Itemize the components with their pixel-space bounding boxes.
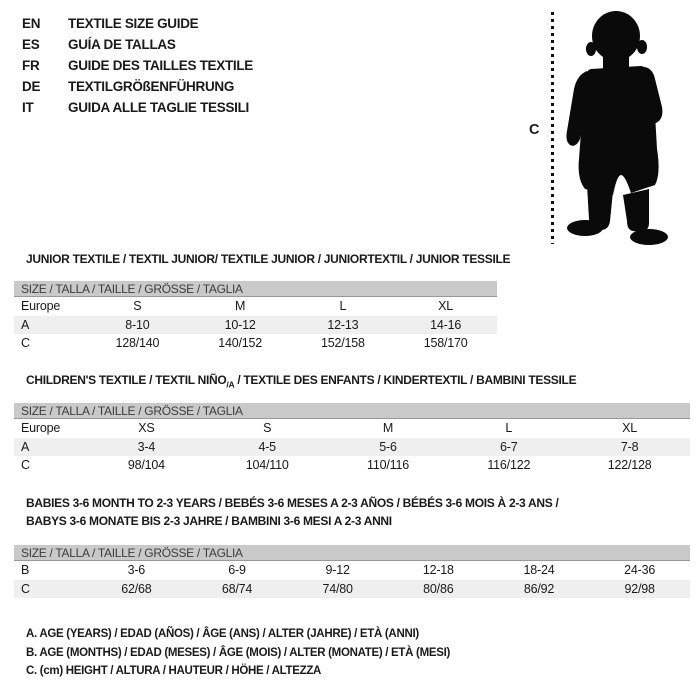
table-header-bar: SIZE / TALLA / TAILLE / GRÖSSE / TAGLIA — [14, 403, 690, 419]
language-code: EN — [22, 16, 41, 31]
row-label: Europe — [21, 421, 61, 436]
size-cell: XL — [438, 299, 454, 314]
language-title: GUÍA DE TALLAS — [68, 37, 176, 52]
table-row — [14, 561, 690, 580]
size-cell: S — [263, 421, 272, 436]
row-label: C — [21, 581, 30, 596]
size-cell: 10-12 — [224, 317, 256, 332]
section-title-3 — [26, 494, 558, 530]
section-title-line — [26, 512, 558, 530]
size-cell: L — [339, 299, 347, 314]
size-cell: 3-4 — [137, 439, 156, 454]
size-cell: 7-8 — [620, 439, 639, 454]
section-title-text: /A — [226, 379, 235, 390]
size-table-1 — [14, 281, 497, 353]
size-cell: 4-5 — [258, 439, 276, 454]
table-row — [14, 438, 690, 457]
language-code: DE — [22, 79, 41, 94]
size-cell: 14-16 — [430, 317, 462, 332]
row-label: C — [21, 336, 30, 351]
size-cell: L — [505, 421, 513, 436]
legend-line: A. AGE (YEARS) / EDAD (AÑOS) / ÂGE (ANS) / ALTER (JAHRE) / ETÀ (ANNI) — [26, 628, 419, 640]
language-title: GUIDE DES TAILLES TEXTILE — [68, 58, 254, 73]
language-row — [22, 97, 253, 118]
size-cell: 9-12 — [325, 563, 350, 578]
language-title: GUIDA ALLE TAGLIE TESSILI — [68, 100, 249, 115]
language-title: TEXTILGRÖßENFÜHRUNG — [68, 79, 235, 94]
language-code: FR — [22, 58, 40, 73]
size-cell: 62/68 — [121, 581, 152, 596]
size-cell: 140/152 — [218, 336, 263, 351]
height-dimension-label: C — [529, 122, 540, 138]
size-cell: 74/80 — [322, 581, 353, 596]
size-table-3 — [14, 545, 690, 598]
toddler-silhouette-icon — [557, 9, 700, 247]
size-cell: 128/140 — [115, 336, 160, 351]
size-cell: 110/116 — [367, 458, 409, 473]
size-cell: 12-13 — [327, 317, 359, 332]
size-table-2 — [14, 403, 690, 475]
size-cell: S — [133, 299, 142, 314]
size-cell: 98/104 — [127, 458, 165, 473]
size-cell: 6-7 — [500, 439, 518, 454]
size-cell: 24-36 — [624, 563, 656, 578]
size-cell: 5-6 — [379, 439, 397, 454]
language-row — [22, 55, 253, 76]
language-title: TEXTILE SIZE GUIDE — [68, 16, 199, 31]
size-cell: 18-24 — [523, 563, 555, 578]
table-row — [14, 419, 690, 438]
size-cell: 104/110 — [245, 458, 289, 473]
table-row — [14, 580, 690, 599]
row-label: B — [21, 563, 30, 578]
size-cell: 92/98 — [624, 581, 655, 596]
size-cell: M — [382, 421, 394, 436]
language-code: ES — [22, 37, 40, 52]
language-row — [22, 34, 253, 55]
table-row — [14, 316, 497, 335]
language-code: IT — [22, 100, 34, 115]
size-cell: XS — [138, 421, 155, 436]
size-cell: 86/92 — [523, 581, 555, 596]
section-title-2 — [26, 371, 576, 393]
size-cell: XL — [622, 421, 638, 436]
row-label: Europe — [21, 299, 61, 314]
size-cell: M — [235, 299, 246, 314]
table-header-bar: SIZE / TALLA / TAILLE / GRÖSSE / TAGLIA — [14, 281, 497, 297]
section-title-line — [26, 371, 576, 393]
section-title-1 — [26, 250, 510, 268]
table-row — [14, 297, 497, 316]
legend-line: C. (cm) HEIGHT / ALTURA / HAUTEUR / HÖHE / ALTEZZA — [26, 665, 322, 677]
table-header-bar: SIZE / TALLA / TAILLE / GRÖSSE / TAGLIA — [14, 545, 690, 561]
section-title-text: BABYS 3-6 MONATE BIS 2-3 JAHRE / BAMBINI 3-6 MESI A 2-3 ANNI — [26, 514, 392, 528]
row-label: A — [21, 439, 30, 454]
section-title-line — [26, 250, 510, 268]
table-row — [14, 334, 497, 353]
legend — [26, 625, 450, 681]
size-cell: 122/128 — [607, 458, 652, 473]
height-dashed-line — [551, 12, 554, 244]
language-row — [22, 76, 253, 97]
size-cell: 3-6 — [127, 563, 146, 578]
section-title-text: / TEXTILE DES ENFANTS / KINDERTEXTIL / BAMBINI TESSILE — [234, 373, 577, 387]
row-label: C — [21, 458, 30, 473]
size-cell: 68/74 — [221, 581, 253, 596]
legend-line: B. AGE (MONTHS) / EDAD (MESES) / ÂGE (MOIS) / ALTER (MONATE) / ETÀ (MESI) — [26, 646, 451, 659]
size-cell: 116/122 — [487, 458, 531, 473]
size-cell: 158/170 — [423, 336, 468, 351]
section-title-line — [26, 494, 558, 512]
size-cell: 12-18 — [422, 563, 454, 578]
size-cell: 152/158 — [320, 336, 365, 351]
section-title-text: JUNIOR TEXTILE / TEXTIL JUNIOR/ TEXTILE JUNIOR / JUNIORTEXTIL / JUNIOR TESSILE — [26, 252, 511, 266]
table-row — [14, 456, 690, 475]
section-title-text: CHILDREN'S TEXTILE / TEXTIL NIÑO — [26, 373, 227, 387]
size-cell: 8-10 — [125, 317, 150, 332]
size-cell: 6-9 — [228, 563, 246, 578]
size-cell: 80/86 — [423, 581, 454, 596]
section-title-text: BABIES 3-6 MONTH TO 2-3 YEARS / BEBÉS 3-6 MESES A 2-3 AÑOS / BÉBÉS 3-6 MOIS À 2-3 ANS / — [26, 496, 559, 510]
row-label: A — [21, 317, 30, 332]
language-row — [22, 13, 253, 34]
language-list — [22, 13, 253, 118]
